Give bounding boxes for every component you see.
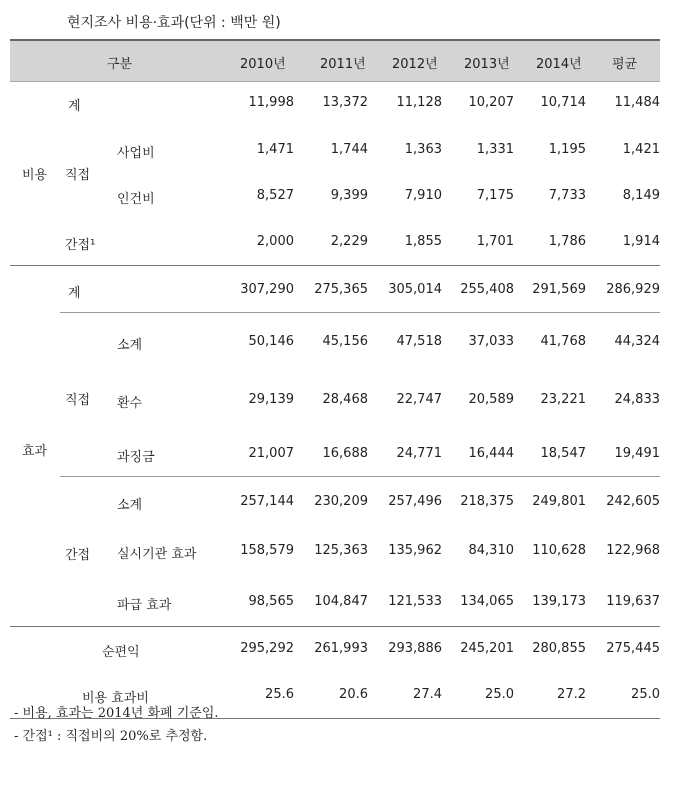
header-2011: 2011년 xyxy=(320,57,366,72)
table-cell: 11,998 xyxy=(248,95,294,110)
table-cell: 2,229 xyxy=(330,234,368,249)
separator-effect-summary xyxy=(10,626,660,627)
table-cell: 29,139 xyxy=(248,392,294,407)
table-cell: 261,993 xyxy=(314,641,368,656)
table-cell: 245,201 xyxy=(460,641,514,656)
table-cell: 121,533 xyxy=(388,594,442,609)
table-cell: 37,033 xyxy=(468,334,514,349)
table-cell: 11,128 xyxy=(396,95,442,110)
table-cell: 25.0 xyxy=(631,687,660,702)
table-cell: 8,149 xyxy=(622,188,660,203)
separator-effect-total xyxy=(60,312,660,313)
separator-direct-indirect xyxy=(60,476,660,477)
row-label: 과징금 xyxy=(117,450,155,465)
table-cell: 1,701 xyxy=(476,234,514,249)
table-cell: 134,065 xyxy=(460,594,514,609)
label-effect-direct: 직접 xyxy=(65,393,91,408)
table-cell: 13,372 xyxy=(322,95,368,110)
row-label: 계 xyxy=(68,286,81,301)
table-cell: 249,801 xyxy=(532,494,586,509)
row-label: 소계 xyxy=(117,498,143,513)
table-cell: 1,786 xyxy=(548,234,586,249)
label-effect: 효과 xyxy=(22,444,48,459)
table-cell: 98,565 xyxy=(248,594,294,609)
table-cell: 20,589 xyxy=(468,392,514,407)
table-cell: 110,628 xyxy=(532,543,586,558)
header-2012: 2012년 xyxy=(392,57,438,72)
header-2014: 2014년 xyxy=(536,57,582,72)
row-label: 인건비 xyxy=(117,192,155,207)
table-cell: 255,408 xyxy=(460,282,514,297)
table-cell: 27.4 xyxy=(413,687,442,702)
table-cell: 242,605 xyxy=(606,494,660,509)
table-cell: 84,310 xyxy=(468,543,514,558)
table-cell: 45,156 xyxy=(322,334,368,349)
table-cell: 20.6 xyxy=(339,687,368,702)
table-title: 현지조사 비용·효과(단위 : 백만 원) xyxy=(67,15,281,31)
table-cell: 50,146 xyxy=(248,334,294,349)
table-cell: 7,733 xyxy=(548,188,586,203)
table-cell: 16,688 xyxy=(322,446,368,461)
table-cell: 1,331 xyxy=(476,142,514,157)
table-cell: 104,847 xyxy=(314,594,368,609)
label-cost-direct: 직접 xyxy=(65,168,91,183)
row-label: 소계 xyxy=(117,338,143,353)
table-cell: 230,209 xyxy=(314,494,368,509)
header-2013: 2013년 xyxy=(464,57,510,72)
table-cell: 10,714 xyxy=(540,95,586,110)
table-cell: 27.2 xyxy=(557,687,586,702)
table-cell: 275,365 xyxy=(314,282,368,297)
table-cell: 1,195 xyxy=(548,142,586,157)
table-cell: 275,445 xyxy=(606,641,660,656)
table-cell: 9,399 xyxy=(330,188,368,203)
table-cell: 25.6 xyxy=(265,687,294,702)
table-cell: 305,014 xyxy=(388,282,442,297)
table-cell: 2,000 xyxy=(256,234,294,249)
table-cell: 286,929 xyxy=(606,282,660,297)
table-cell: 1,363 xyxy=(404,142,442,157)
separator-cost-effect xyxy=(10,265,660,266)
table-cell: 1,744 xyxy=(330,142,368,157)
table-cell: 257,144 xyxy=(240,494,294,509)
row-label: 사업비 xyxy=(117,146,155,161)
table-cell: 1,471 xyxy=(256,142,294,157)
table-cell: 257,496 xyxy=(388,494,442,509)
table-cell: 218,375 xyxy=(460,494,514,509)
table-cell: 293,886 xyxy=(388,641,442,656)
table-cell: 22,747 xyxy=(396,392,442,407)
table-cell: 139,173 xyxy=(532,594,586,609)
table-cell: 10,207 xyxy=(468,95,514,110)
table-cell: 122,968 xyxy=(606,543,660,558)
label-effect-indirect: 간접 xyxy=(65,548,91,563)
table-cell: 25.0 xyxy=(485,687,514,702)
table-cell: 1,421 xyxy=(622,142,660,157)
table-cell: 291,569 xyxy=(532,282,586,297)
table-cell: 8,527 xyxy=(256,188,294,203)
table-cell: 19,491 xyxy=(614,446,660,461)
note-indirect-estimate: - 간접¹ : 직접비의 20%로 추정함. xyxy=(14,729,208,744)
row-label: 계 xyxy=(68,99,81,114)
label-cost: 비용 xyxy=(22,168,48,183)
row-label: 간접¹ xyxy=(65,238,96,253)
table-cell: 21,007 xyxy=(248,446,294,461)
row-label: 비용 효과비 xyxy=(82,691,149,706)
table-cell: 16,444 xyxy=(468,446,514,461)
table-cell: 7,175 xyxy=(476,188,514,203)
table-cell: 158,579 xyxy=(240,543,294,558)
row-label: 순편익 xyxy=(102,645,140,660)
row-label: 환수 xyxy=(117,396,143,411)
row-label: 파급 효과 xyxy=(117,598,172,613)
table-cell: 125,363 xyxy=(314,543,368,558)
table-cell: 295,292 xyxy=(240,641,294,656)
table-cell: 7,910 xyxy=(404,188,442,203)
header-average: 평균 xyxy=(612,57,638,72)
table-cell: 135,962 xyxy=(388,543,442,558)
table-cell: 11,484 xyxy=(614,95,660,110)
table-cell: 119,637 xyxy=(606,594,660,609)
row-label: 실시기관 효과 xyxy=(117,547,197,562)
table-cell: 18,547 xyxy=(540,446,586,461)
table-cell: 307,290 xyxy=(240,282,294,297)
table-cell: 23,221 xyxy=(540,392,586,407)
table-cell: 24,833 xyxy=(614,392,660,407)
header-2010: 2010년 xyxy=(240,57,286,72)
note-currency-basis: - 비용, 효과는 2014년 화폐 기준임. xyxy=(14,706,219,721)
table-cell: 47,518 xyxy=(396,334,442,349)
table-cell: 24,771 xyxy=(396,446,442,461)
table-cell: 1,855 xyxy=(404,234,442,249)
table-cell: 1,914 xyxy=(622,234,660,249)
table-cell: 44,324 xyxy=(614,334,660,349)
table-cell: 41,768 xyxy=(540,334,586,349)
table-cell: 280,855 xyxy=(532,641,586,656)
header-category: 구분 xyxy=(107,57,133,72)
table-header xyxy=(10,39,660,82)
table-cell: 28,468 xyxy=(322,392,368,407)
